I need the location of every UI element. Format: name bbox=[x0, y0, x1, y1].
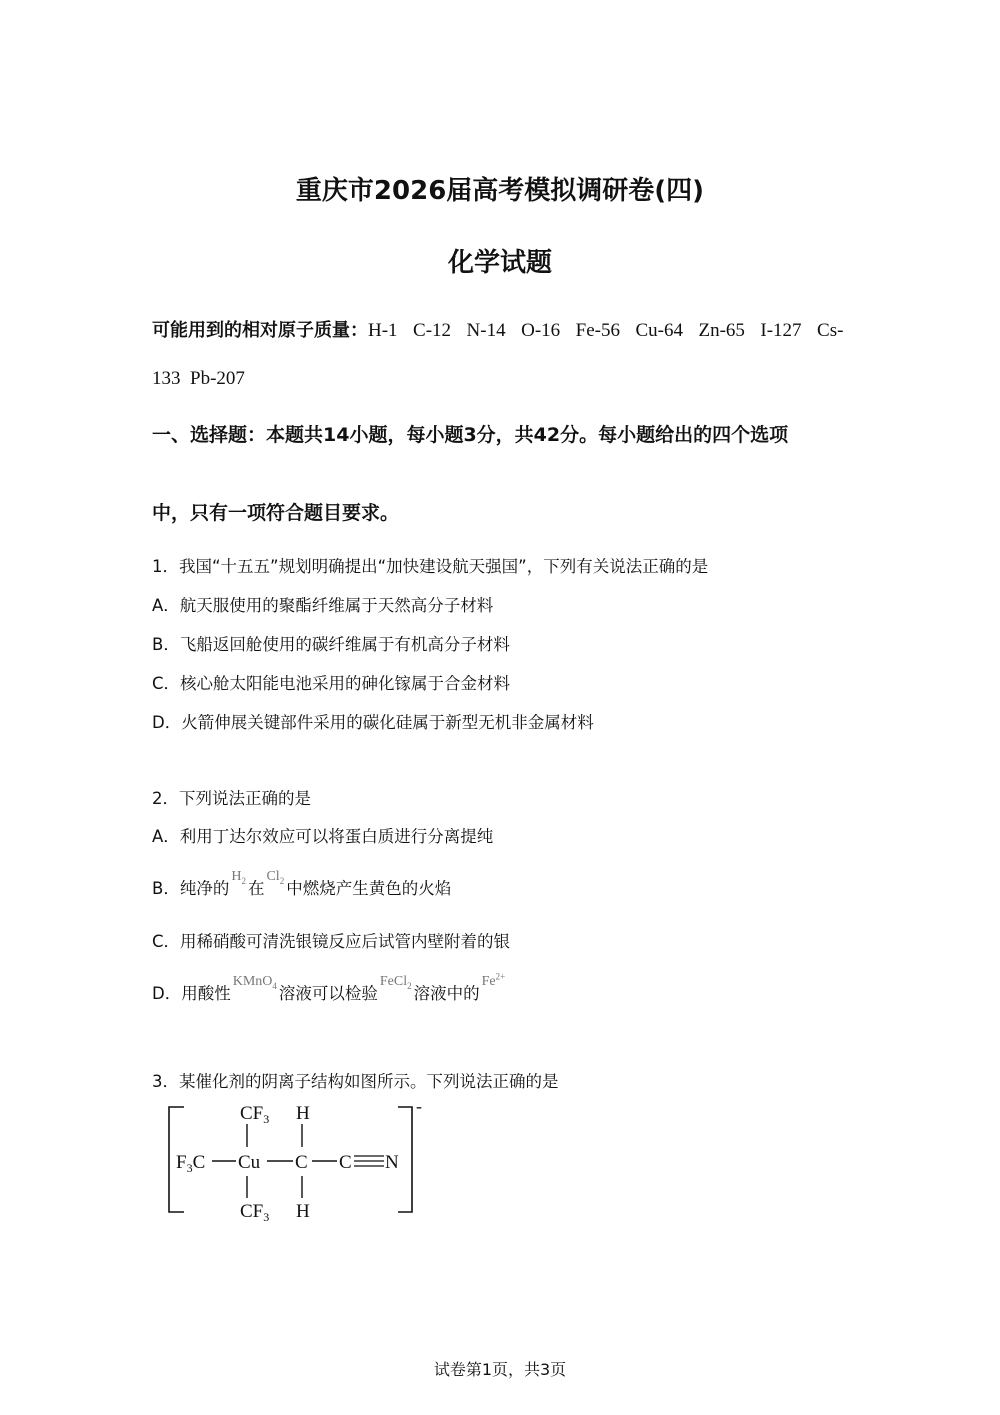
formula-kmno4: KMnO4 bbox=[232, 974, 277, 991]
atomic-mass-line-2: 133 Pb-207 bbox=[152, 368, 245, 389]
section-heading-line-2: 中，只有一项符合题目要求。 bbox=[152, 502, 400, 524]
q1-option-b: B．飞船返回舱使用的碳纤维属于有机高分子材料 bbox=[152, 635, 510, 654]
top-h-label: H bbox=[296, 1103, 310, 1124]
bottom-h-label: H bbox=[296, 1201, 310, 1222]
q2-d-text-1: D．用酸性 bbox=[152, 984, 231, 1003]
top-cf3-label: $CF_3$ bbox=[240, 1103, 270, 1126]
q1-option-a: A．航天服使用的聚酯纤维属于天然高分子材料 bbox=[152, 596, 494, 615]
anion-structure-diagram bbox=[160, 1098, 440, 1228]
q2-option-a: A．利用丁达尔效应可以将蛋白质进行分离提纯 bbox=[152, 827, 494, 846]
exam-title: 重庆市2026届高考模拟调研卷(四) bbox=[295, 176, 705, 206]
page-footer: 试卷第1页，共3页 bbox=[433, 1360, 567, 1379]
formula-fe2plus: Fe2+ bbox=[481, 971, 506, 989]
atomic-mass-line-1 bbox=[152, 316, 843, 342]
carbon-label: C bbox=[295, 1152, 308, 1173]
q2-b-text-3: 中燃烧产生黄色的火焰 bbox=[286, 879, 452, 898]
left-group-label: $F_3C$ bbox=[176, 1152, 206, 1175]
nitrile-carbon-label: C bbox=[339, 1152, 352, 1173]
formula-h2: H2 bbox=[231, 869, 246, 886]
q2-option-b bbox=[152, 869, 452, 900]
atomic-mass-label: 可能用到的相对原子质量： bbox=[152, 320, 368, 341]
q3-stem: 3．某催化剂的阴离子结构如图所示。下列说法正确的是 bbox=[152, 1072, 559, 1091]
section-heading-line-1: 一、选择题：本题共14小题，每小题3分，共42分。每小题给出的四个选项 bbox=[152, 424, 789, 446]
bottom-cf3-label: $CF_3$ bbox=[240, 1201, 270, 1224]
q2-d-text-2: 溶液可以检验 bbox=[278, 984, 378, 1003]
right-bracket bbox=[398, 1107, 412, 1212]
exam-subtitle: 化学试题 bbox=[447, 248, 552, 278]
q1-stem: 1．我国“十五五”规划明确提出“加快建设航天强国”，下列有关说法正确的是 bbox=[152, 557, 709, 576]
charge-label: - bbox=[416, 1098, 422, 1116]
formula-cl2: Cl2 bbox=[266, 869, 285, 886]
q2-option-c: C．用稀硝酸可清洗银镜反应后试管内壁附着的银 bbox=[152, 932, 511, 951]
nitrogen-label: N bbox=[385, 1152, 399, 1173]
q2-d-text-3: 溶液中的 bbox=[413, 984, 480, 1003]
q2-option-d bbox=[152, 971, 507, 1005]
q2-b-text-2: 在 bbox=[247, 879, 265, 898]
formula-fecl2: FeCl2 bbox=[379, 974, 412, 991]
q1-option-d: D．火箭伸展关键部件采用的碳化硅属于新型无机非金属材料 bbox=[152, 713, 594, 732]
q1-option-c: C．核心舱太阳能电池采用的砷化镓属于合金材料 bbox=[152, 674, 511, 693]
q2-b-text-1: B．纯净的 bbox=[152, 879, 230, 898]
cu-label: Cu bbox=[238, 1152, 261, 1173]
q2-stem: 2．下列说法正确的是 bbox=[152, 789, 311, 808]
atomic-mass-values: H-1 C-12 N-14 O-16 Fe-56 Cu-64 Zn-65 I-127 Cs- bbox=[368, 320, 844, 341]
